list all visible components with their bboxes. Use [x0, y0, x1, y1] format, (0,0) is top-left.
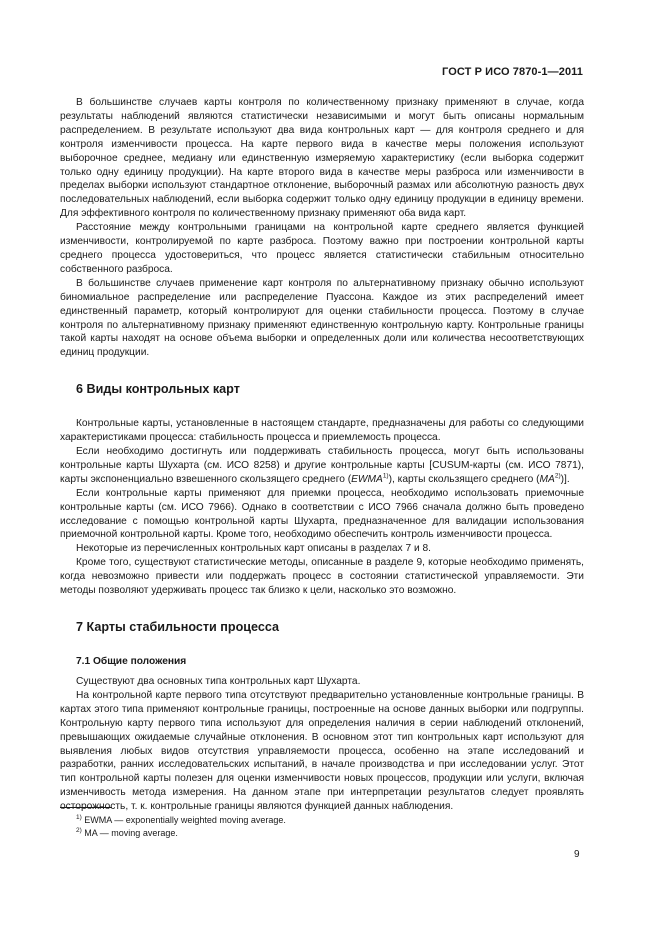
footnote-mark: 2): [76, 827, 82, 834]
footnote-text: EWMA — exponentially weighted moving average.: [84, 815, 286, 825]
footnote-separator: [60, 807, 112, 808]
footnote-2: [76, 827, 286, 840]
intro-paragraph-3: В большинстве случаев применение карт контроля по альтернативному признаку обычно используют биномиальное распределение или распределение Пуассона. Каждое из этих распределений имеет единственный параметр, который контролируют для оценки стабильности процесса. Поэтому в случае контроля по альтернативному признаку применяют единственную контрольную карту. Контрольные границы такой карты находят на основе объема выборки и определенных доли или количества несоответствующих единиц продукции.: [60, 277, 584, 359]
footnote-ref-2: 2): [554, 472, 561, 480]
section-6-paragraph-2: [60, 445, 584, 487]
section-6-heading: 6 Виды контрольных карт: [76, 382, 240, 397]
ma-term: MA: [539, 473, 555, 485]
ewma-term: EWMA: [351, 473, 383, 485]
subsection-7-1-heading: 7.1 Общие положения: [76, 656, 187, 667]
section-6-paragraph-5: Кроме того, существуют статистические методы, описанные в разделе 9, которые необходимо применять, когда невозможно привести или поддержать процесс в состоянии статистической управляемости. Эти методы позволяют удерживать процесс так близко к цели, насколько это возможно.: [60, 557, 584, 597]
p2-text-b: ), карты скользящего среднего (: [388, 473, 540, 485]
section-7-paragraph-2: На контрольной карте первого типа отсутствуют предварительно установленные контрольные границы. В картах этого типа применяют контрольные границы, построенные на основе данных выборки или подгруппы. Контрольную карту первого типа используют для определения наличия в серии наблюдений отклонений, превышающих ожидаемые случайные отклонения. В основном этот тип контрольных карт используют для выявления любых видов отсутствия управляемости процесса, особенно на этапе исследований и разработки, ранних исследовательских испытаний, в начале производства и при исследовании услуг. Этот тип контрольной карты полезен для оценки изменчивости новых процессов, продукции или услуги, включая изменчивость метода измерения. На данном этапе при интерпретации результатов следует проявлять осторожность, т. к. контрольные границы являются функцией данных наблюдения.: [60, 689, 584, 813]
footnote-text: MA — moving average.: [84, 828, 178, 838]
intro-paragraph-1: В большинстве случаев карты контроля по количественному признаку применяют в случае, когда результаты наблюдений являются статистически независимыми и могут быть описаны нормальным распределением. В результате используют два вида контрольных карт — для контроля среднего и для контроля изменчивости процесса. На карте первого вида в качестве меры положения используют выборочное среднее, медиану или единственную измеряемую характеристику (если выборка содержит только одну единицу продукции). На карте второго вида в качестве меры разброса или изменчивости в пределах выборки используют стандартное отклонение, выборочный размах или абсолютную разность двух последовательных наблюдений, если выборка содержит только одну единицу продукции в единицу времени. Для эффективного контроля по количественному признаку применяют оба вида карт.: [60, 97, 584, 220]
footnote-ref-1: 1): [382, 472, 389, 480]
body-text: [60, 96, 584, 814]
section-7-heading: 7 Карты стабильности процесса: [76, 620, 280, 634]
footnote-mark: 1): [76, 814, 82, 821]
footnotes: [76, 814, 286, 840]
section-6-paragraph-3: Если контрольные карты применяют для приемки процесса, необходимо использовать приемочные контрольные карты (см. ИСО 7966). Однако в соответствии с ИСО 7966 сначала должно быть проведено исследование с помощью контрольной карты Шухарта, предназначенное для валидации использования приемочной контрольной карты. Кроме того, необходимо обеспечить контроль изменчивости процесса.: [60, 487, 584, 541]
page-number: 9: [574, 849, 580, 860]
section-6-paragraph-1: Контрольные карты, установленные в настоящем стандарте, предназначены для работы со следующими характеристиками процесса: стабильность процесса и приемлемость процесса.: [60, 418, 584, 444]
intro-paragraph-2: Расстояние между контрольными границами на контрольной карте среднего является функцией изменчивости, контролируемой по карте разброса. Поэтому важно при построении контрольной карты среднего процесса удостовериться, что процесс является статистически стабильным относительно собственного разброса.: [60, 222, 584, 275]
footnote-1: [76, 814, 286, 827]
p2-text-a: Если необходимо достигнуть или поддерживать стабильность процесса, могут быть использованы контрольные карты Шухарта (см. ИСО 8258) и другие контрольные карты [CUSUM-карты (см. ИСО 7871), карты экспоненциально взвешенного скользящего среднего (: [60, 446, 584, 485]
standard-header: ГОСТ Р ИСО 7870-1—2011: [442, 66, 583, 78]
section-7-paragraph-1: Существуют два основных типа контрольных карт Шухарта.: [76, 676, 361, 687]
section-6-paragraph-4: Некоторые из перечисленных контрольных карт описаны в разделах 7 и 8.: [76, 543, 431, 555]
p2-text-c: )].: [560, 473, 570, 485]
